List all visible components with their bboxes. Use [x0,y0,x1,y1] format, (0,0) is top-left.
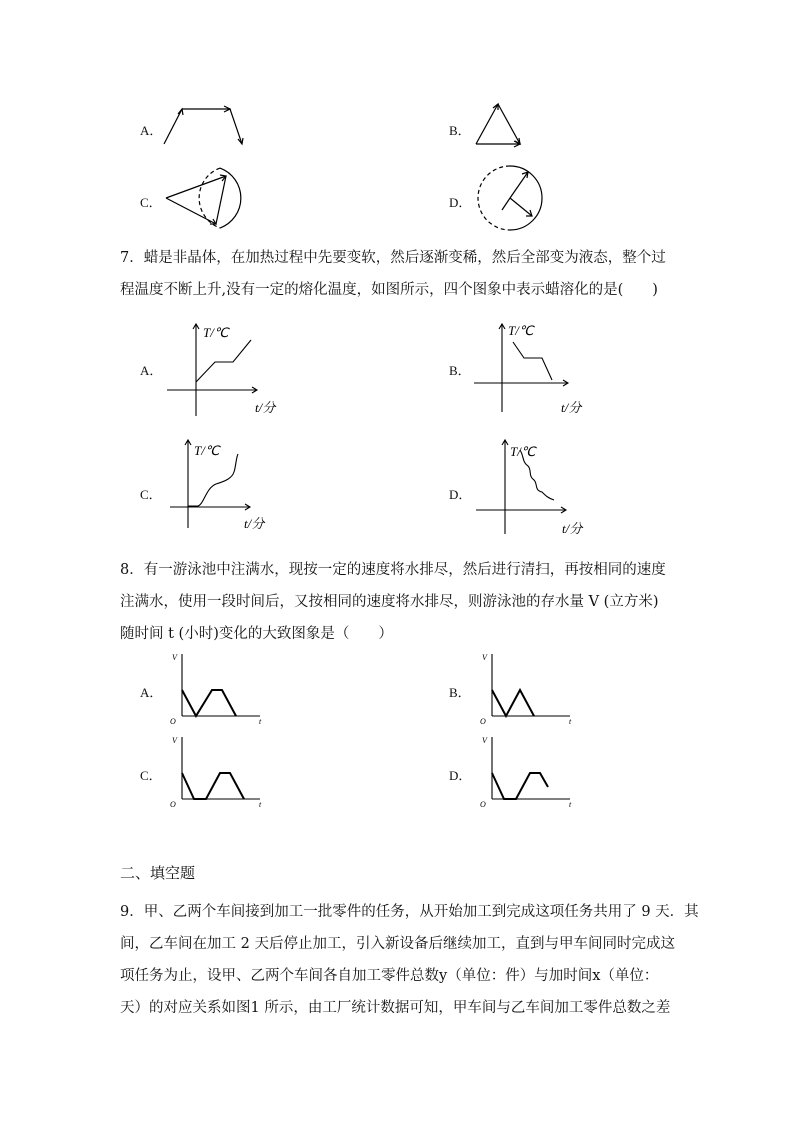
q7-option-c-label: C． [140,487,162,502]
q8-option-a-label: A． [140,685,163,700]
q7-b-y-label: T/℃ [508,323,534,338]
q7-d-x-label: t/分 [562,521,583,536]
q8-option-c-graph [166,733,266,809]
q9-line-4: 天）的对应关系如图1 所示，由工厂统计数据可知，甲车间与乙车间加工零件总数之差 [120,1000,671,1016]
q7-line-2: 程温度不断上升,没有一定的熔化温度，如图所示，四个图象中表示蜡溶化的是( ) [120,282,658,298]
q7-option-a-label: A． [140,363,163,378]
q8-a-o-label: O [170,717,176,726]
q8-c-t-label: t [259,800,262,809]
q8-a-v-label: V [172,653,177,662]
q7-c-y-label: T/℃ [194,443,220,458]
q8-d-v-label: V [482,736,487,745]
q7-d-y-label: T/℃ [510,444,536,459]
q6-option-a-figure [160,100,250,150]
q6-option-c-label: C． [140,195,162,210]
q8-b-v-label: V [482,653,487,662]
q6-option-d-label: D． [449,195,472,210]
q7-stem [120,242,680,306]
section-heading-fill-blank: 二、填空题 [120,864,196,882]
q9-line-1: 9．甲、乙两个车间接到加工一批零件的任务，从开始加工到完成这项任务共用了 9 天．其 [120,904,699,920]
q8-option-d-label: D． [449,768,472,783]
q8-stem [120,554,680,650]
q6-option-d-figure [470,162,550,236]
q7-line-1: 7．蜡是非晶体，在加热过程中先要变软，然后逐渐变稀，然后全部变为液态，整个过 [120,250,666,266]
q7-a-x-label: t/分 [255,400,276,415]
q7-b-x-label: t/分 [561,400,582,415]
q7-option-d-graph [470,436,600,536]
q8-option-d-graph [476,733,576,809]
q7-option-d-label: D． [449,487,472,502]
q8-line-3: 随时间 t (小时)变化的大致图象是（ ） [120,626,393,642]
q8-c-o-label: O [170,800,176,809]
q8-option-c-label: C． [140,768,162,783]
q8-a-t-label: t [259,717,262,726]
q8-option-b-graph [476,650,576,726]
q9-line-3: 项任务为止，设甲、乙两个车间各自加工零件总数y（单位：件）与加时间x（单位： [120,968,659,984]
q7-option-c-graph [168,436,278,536]
q7-option-b-label: B． [449,363,471,378]
q8-option-b-label: B． [449,685,471,700]
q7-a-y-label: T/℃ [203,325,229,340]
q8-d-t-label: t [569,800,572,809]
q8-b-o-label: O [480,717,486,726]
q6-option-a-label: A． [140,123,163,138]
q8-c-v-label: V [172,736,177,745]
q7-c-x-label: t/分 [244,516,265,531]
q8-line-2: 注满水，使用一段时间后，又按相同的速度将水排尽，则游泳池的存水量 V (立方米) [120,594,659,610]
q9-stem [120,896,699,1024]
q8-line-1: 8．有一游泳池中注满水，现按一定的速度将水排尽，然后进行清扫，再按相同的速度 [120,562,666,578]
q6-option-b-figure [470,98,530,153]
q6-option-c-figure [160,162,240,236]
q7-option-b-graph [472,320,592,420]
q6-option-b-label: B． [449,123,471,138]
q8-option-a-graph [166,650,266,726]
q7-option-a-graph [165,320,285,420]
q9-line-2: 间，乙车间在加工 2 天后停止加工，引入新设备后继续加工，直到与甲车间同时完成这 [120,936,675,952]
q8-d-o-label: O [480,800,486,809]
q8-b-t-label: t [569,717,572,726]
